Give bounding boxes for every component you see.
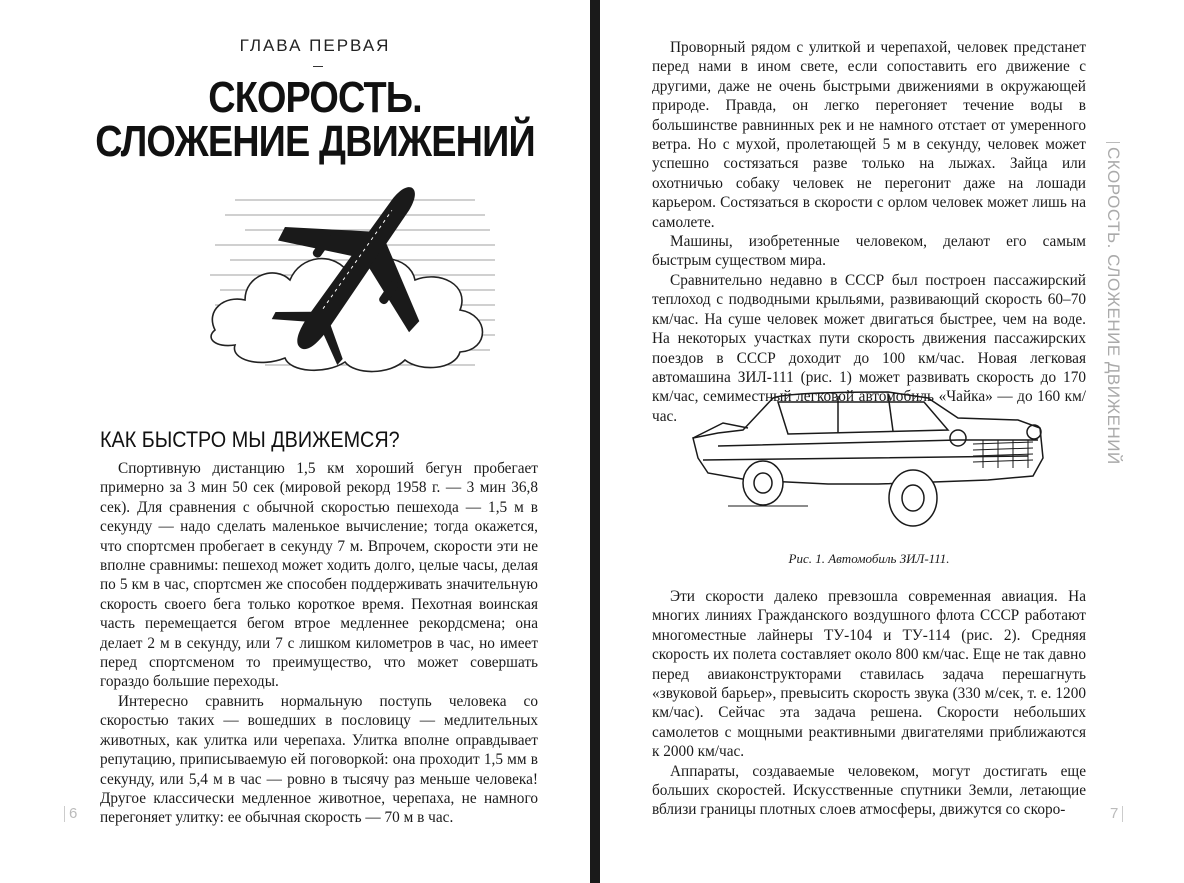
title-line-2: СЛОЖЕНИЕ ДВИЖЕНИЙ [95,117,535,166]
page-number: 7 [1110,805,1119,822]
running-head-bar [1106,142,1120,143]
car-illustration [688,388,1048,533]
right-body-text-bottom [652,587,1086,820]
page-number-left [60,805,77,822]
page-number-right [1110,805,1127,822]
book-gutter [590,0,600,883]
paragraph: Эти скорости далеко превзошла современная авиация. На многих линиях Гражданского воздушного флота СССР работают многоместные лайнеры ТУ-104 и ТУ-114 (рис. 2). Средняя скорость их полета составляет около 800 км/час. Еще не так давно перед авиаконструкторами ставилась задача перешагнуть «звуковой барьер», превысить скорость звука (330 м/сек, т. е. 1200 км/час). Сейчас эта задача решена. Скорости небольших самолетов с мощными реактивными двигателями приближаются к 2000 км/час. [652,588,1086,761]
paragraph: Интересно сравнить нормальную поступь человека со скоростью таких — вошедших в пословицу — медлительных животных, как улитка или черепаха. Улитка вполне оправдывает репутацию, приписываемую ей поговоркой: она проходит 1,5 мм в секунду, или 5,4 м в час — ровно в тысячу раз меньше человека! Другое классически медленное животное, черепаха, не намного перегоняет улитку: ее обычная скорость — 70 м в час. [100,692,538,827]
paragraph: Машины, изобретенные человеком, делают его самым быстрым существом мира. [652,233,1086,270]
section-heading: КАК БЫСТРО МЫ ДВИЖЕМСЯ? [100,427,400,452]
page-number: 6 [69,805,78,822]
chapter-dash [313,66,323,67]
folio-bar [1122,806,1123,822]
paragraph: Проворный рядом с улиткой и черепахой, человек предстанет перед нами в ином свете, если сопоставить его движение с другими, даже не очень быстрыми движениями в окружающей природе. Правда, он легко перегоняет течение воды в большинстве равнинных рек и не намного отстает от умеренного ветра. Но с мухой, пролетающей 5 м в секунду, человек может успешно состязаться разве только на лыжах. Зайца или охотничью собаку человек не перегонит даже на лошади карьером. Состязаться в скорости с орлом человек может лишь на самолете. [652,39,1086,231]
paragraph: Аппараты, создаваемые человеком, могут достигать еще больших скоростей. Искусственные спутники Земли, летающие вблизи границы плотных слоев атмосферы, движутся со скоро- [652,762,1086,819]
chapter-label: ГЛАВА ПЕРВАЯ [239,36,391,55]
figure-caption: Рис. 1. Автомобиль ЗИЛ-111. [788,551,950,566]
title-line-1: СКОРОСТЬ. [208,73,422,122]
airplane-illustration [205,180,500,380]
left-page [0,0,590,883]
left-body-text [100,459,538,828]
chapter-title [44,73,586,166]
running-head-text: СКОРОСТЬ. СЛОЖЕНИЕ ДВИЖЕНИЙ [1104,147,1123,465]
paragraph: Сравнительно недавно в СССР был построен пассажирский теплоход с подводными крыльями, развивающий скорость 60–70 км/час. На суше человек может двигаться быстрее, чем на воде. На некоторых участках пути скорость движения пассажирских поездов в СССР доходит до 100 км/час. Новая легковая автомашина ЗИЛ-111 (рис. 1) может развивать скорость до 170 км/час, семиместный легковой автомобиль «Чайка» — до 160 км/час. [652,271,1086,425]
right-body-text-top [652,38,1086,426]
paragraph: Спортивную дистанцию 1,5 км хороший бегун пробегает примерно за 3 мин 50 сек (мировой рекорд 1958 г. — 3 мин 36,8 сек). Для сравнения с обычной скоростью пешехода — 1,5 м в секунду — надо сделать маленькое вычисление; тогда окажется, что спортсмен пробегает в секунду 7 м. Впрочем, скорости эти не вполне сравнимы: пешеход может ходить долго, целые часы, делая по 5 км в час, спортсмен же способен поддерживать значительную скорость своего бега только короткое время. Пехотная воинская часть перемещается бегом втрое медленнее рекордсмена; она делает 2 м в секунду, или 7 с лишком километров в час, но имеет перед спортсменом то преимущество, что может совершать гораздо большие переходы. [100,460,538,691]
folio-bar [64,806,65,822]
running-head [1103,138,1123,465]
